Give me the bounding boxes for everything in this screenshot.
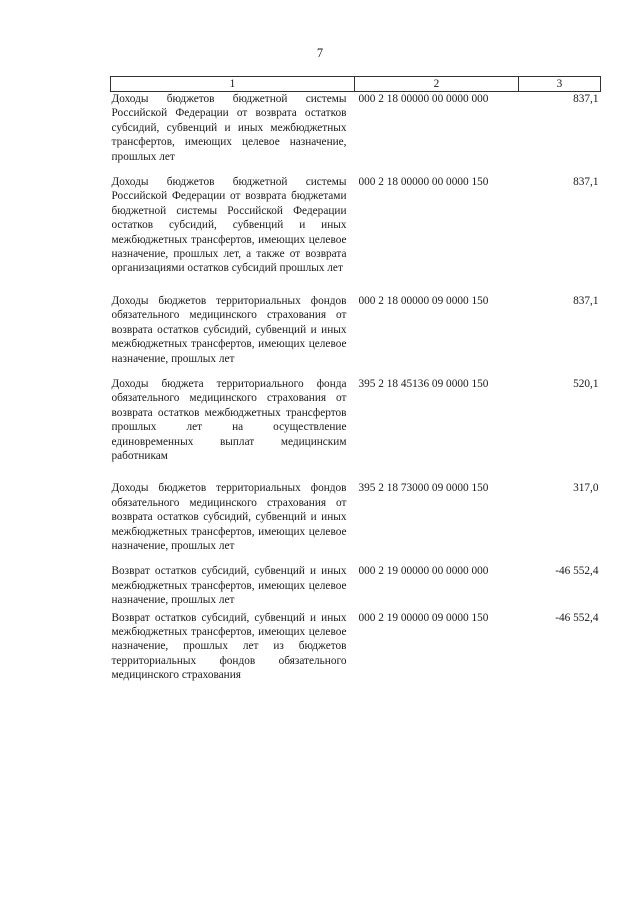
revenue-name: Доходы бюджета территориального фонда обязательного медицинского страхования от возврата остатков межбюджетных трансфертов прошлых лет на осуществление единовременных выплат медицинским работникам [111, 377, 347, 462]
column-header-1: 1 [111, 77, 355, 92]
revenue-name: Доходы бюджетов территориальных фондов обязательного медицинского страхования от возврата остатков субсидий, субвенций и иных межбюджетных трансфертов, имеющих целевое назначение, прошлых лет [111, 294, 347, 365]
column-header-2: 2 [355, 77, 519, 92]
table-row [111, 175, 601, 294]
budget-revenue-table [110, 76, 601, 683]
budget-classification-code: 395 2 18 73000 09 0000 150 [358, 482, 489, 495]
budget-classification-code: 395 2 18 45136 09 0000 150 [358, 377, 489, 390]
table-row [111, 294, 601, 377]
table-header-row [111, 77, 601, 92]
amount: -46 552,4 [555, 611, 599, 624]
revenue-name: Доходы бюджетов бюджетной системы Российской Федерации от возврата остатков субсидий, субвенций и иных межбюджетных трансфертов, имеющих целевое назначение, прошлых лет [111, 93, 347, 163]
budget-classification-code: 000 2 19 00000 00 0000 000 [358, 565, 489, 578]
budget-classification-code: 000 2 18 00000 00 0000 150 [358, 176, 489, 189]
amount: 520,1 [573, 377, 599, 390]
budget-classification-code: 000 2 19 00000 09 0000 150 [358, 611, 489, 624]
amount: 837,1 [573, 93, 599, 105]
column-header-3: 3 [519, 77, 601, 92]
budget-classification-code: 000 2 18 00000 09 0000 150 [358, 294, 489, 307]
amount: 837,1 [573, 176, 599, 189]
revenue-name: Доходы бюджетов бюджетной системы Российской Федерации от возврата бюджетами бюджетной системы Российской Федерации остатков субсидий, субвенций и иных межбюджетных трансфертов, имеющих целевое назначение, прошлых лет, а также от возврата организациями остатков субсидий прошлых лет [111, 176, 347, 275]
amount: 837,1 [573, 294, 599, 307]
revenue-name: Доходы бюджетов территориальных фондов обязательного медицинского страхования от возврата остатков субсидий, субвенций и иных межбюджетных трансфертов, имеющих целевое назначение, прошлых лет [111, 482, 347, 552]
amount: -46 552,4 [555, 565, 599, 578]
table-row [111, 564, 601, 610]
page-number: 7 [316, 46, 324, 60]
table-row [111, 611, 601, 683]
table-row [111, 92, 601, 176]
budget-classification-code: 000 2 18 00000 00 0000 000 [358, 93, 489, 105]
table-row [111, 377, 601, 481]
amount: 317,0 [573, 482, 599, 495]
revenue-name: Возврат остатков субсидий, субвенций и иных межбюджетных трансфертов, имеющих целевое назначение, прошлых лет из бюджетов территориальных фондов обязательного медицинского страхования [111, 611, 347, 682]
revenue-name: Возврат остатков субсидий, субвенций и иных межбюджетных трансфертов, имеющих целевое назначение, прошлых лет [111, 565, 347, 607]
table-row [111, 481, 601, 564]
